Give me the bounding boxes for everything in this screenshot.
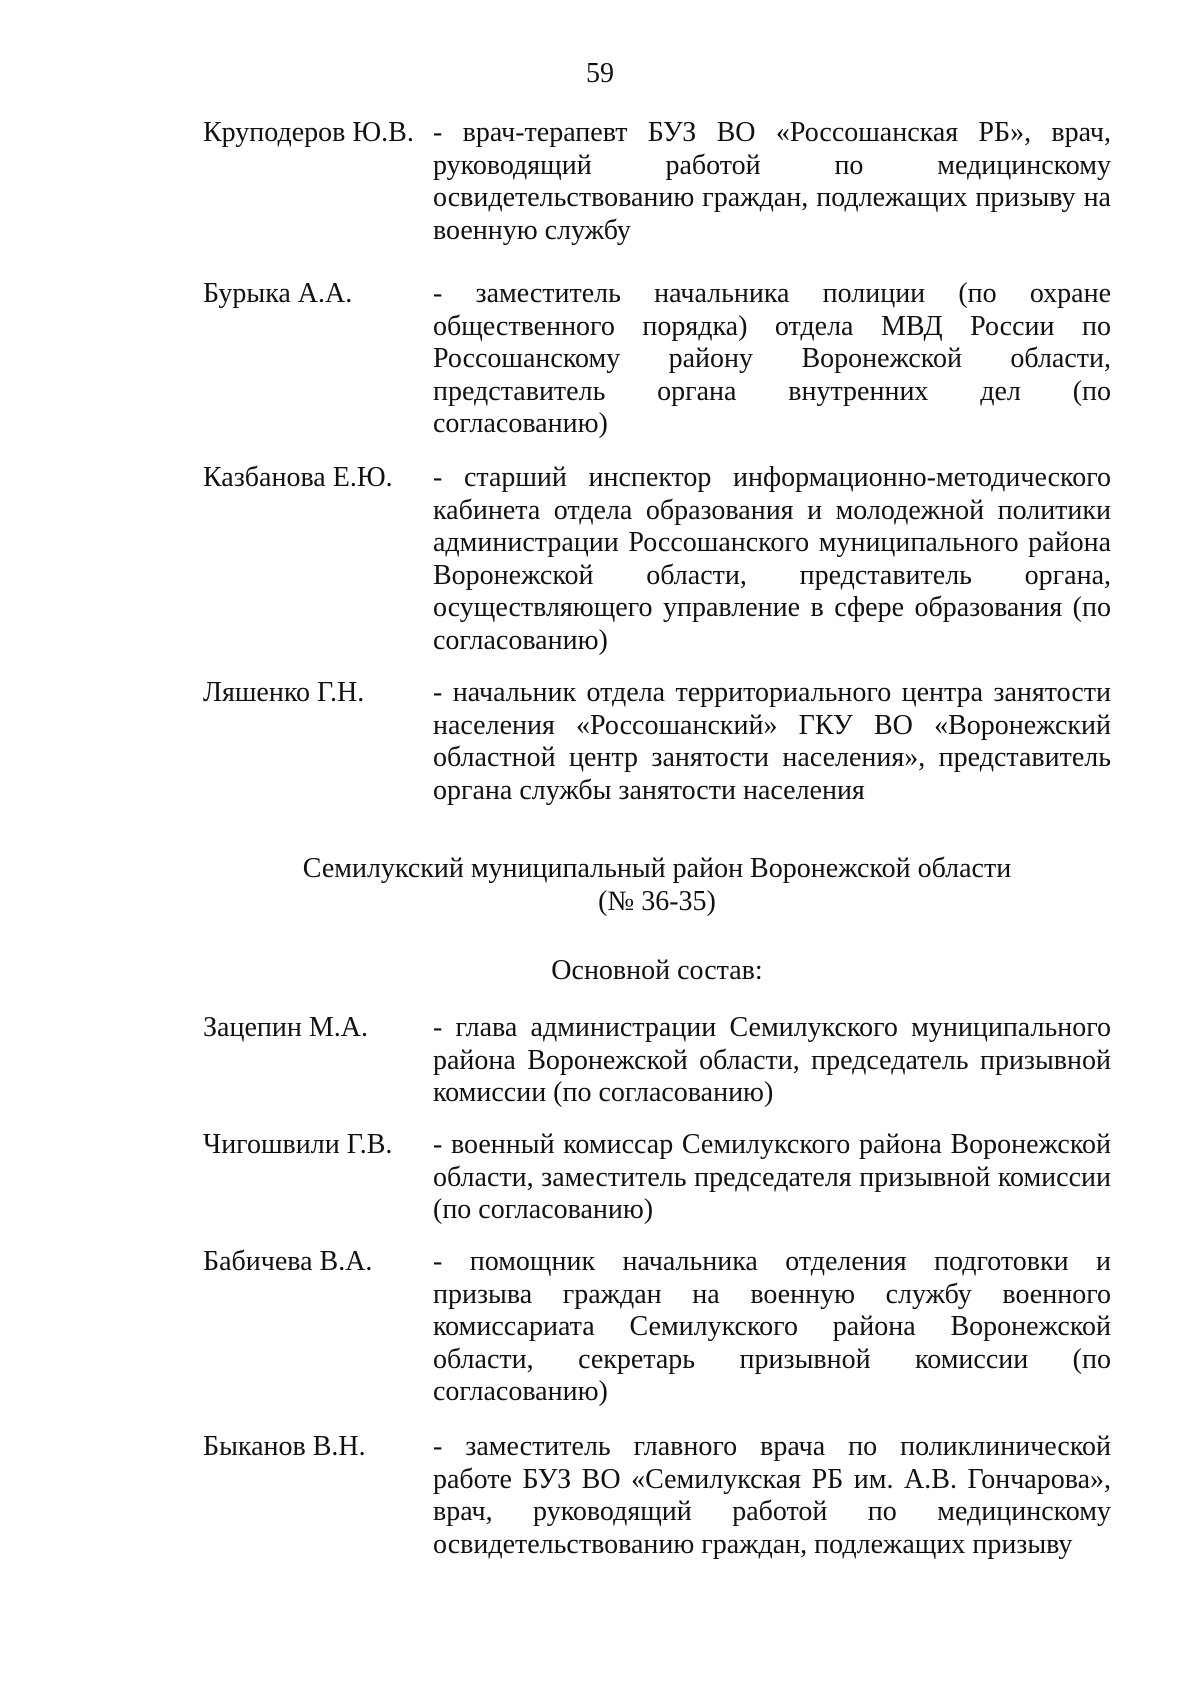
member-role: - заместитель главного врача по поликлинической работе БУЗ ВО «Семилукская РБ им. А.В. Гончарова», врач, руководящий работой по медицинскому освидетельствованию граждан, подлежащих призыву bbox=[433, 1431, 1111, 1560]
section-title: Семилукский муниципальный район Воронежской области bbox=[302, 853, 1012, 884]
member-role: - помощник начальника отделения подготовки и призыва граждан на военную службу военного комиссариата Семилукского района Воронежской области, секретарь призывной комиссии (по согласованию) bbox=[433, 1246, 1111, 1407]
member-name: Бурыка А.А. bbox=[203, 278, 353, 309]
member-role: - глава администрации Семилукского муниципального района Воронежской области, председатель призывной комиссии (по согласованию) bbox=[433, 1012, 1111, 1108]
member-role: - заместитель начальника полиции (по охране общественного порядка) отдела МВД России по Россошанскому району Воронежской области, представитель органа внутренних дел (по согласованию) bbox=[433, 278, 1111, 439]
member-name: Ляшенко Г.Н. bbox=[203, 677, 365, 708]
subsection-heading: Основной состав: bbox=[551, 955, 763, 986]
section-heading bbox=[203, 853, 1111, 918]
section-number: (№ 36-35) bbox=[598, 885, 716, 917]
member-name: Зацепин М.А. bbox=[203, 1012, 368, 1043]
member-name: Казбанова Е.Ю. bbox=[203, 462, 393, 493]
member-name: Круподеров Ю.В. bbox=[203, 117, 414, 148]
member-role: - военный комиссар Семилукского района Воронежской области, заместитель председателя призывной комиссии (по согласованию) bbox=[433, 1129, 1111, 1225]
member-name: Чигошвили Г.В. bbox=[203, 1129, 393, 1160]
member-role: - начальник отдела территориального центра занятости населения «Россошанский» ГКУ ВО «Воронежский областной центр занятости населения», представитель органа службы занятости населения bbox=[433, 677, 1111, 806]
member-name: Бабичева В.А. bbox=[203, 1246, 373, 1277]
member-role: - старший инспектор информационно-методического кабинета отдела образования и молодежной политики администрации Россошанского муниципального района Воронежской области, представитель органа, осуществляющего управление в сфере образования (по согласованию) bbox=[433, 462, 1111, 656]
member-name: Быканов В.Н. bbox=[203, 1431, 366, 1462]
member-role: - врач-терапевт БУЗ ВО «Россошанская РБ», врач, руководящий работой по медицинскому освидетельствованию граждан, подлежащих призыву на военную службу bbox=[433, 117, 1111, 246]
page-number: 59 bbox=[586, 58, 614, 89]
